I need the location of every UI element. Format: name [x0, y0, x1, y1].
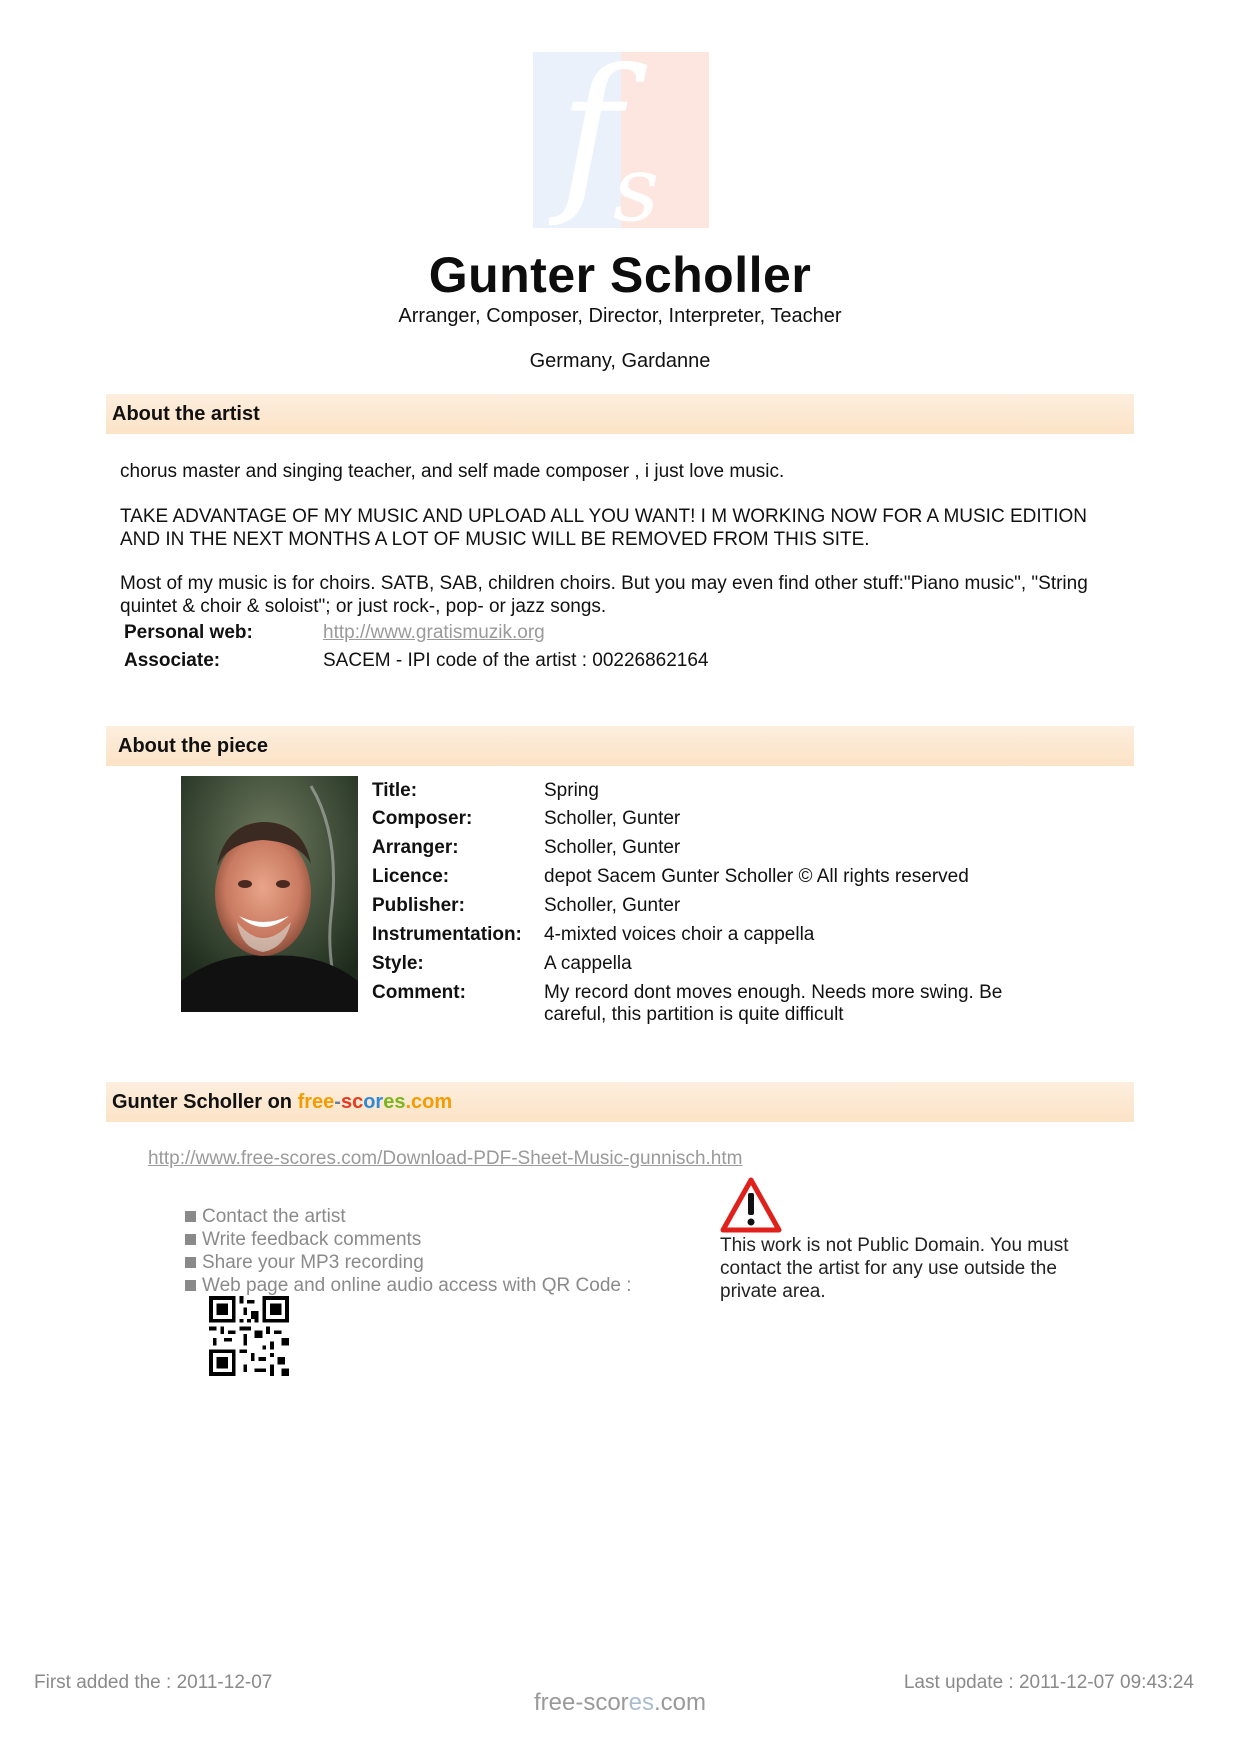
qr-code[interactable]	[209, 1296, 289, 1376]
piece-publisher-label: Publisher:	[372, 895, 465, 916]
brand-or: or	[363, 1091, 384, 1113]
bullet-square-icon	[185, 1257, 196, 1268]
artist-bio-paragraph: TAKE ADVANTAGE OF MY MUSIC AND UPLOAD ALL YOU WANT! I M WORKING NOW FOR A MUSIC EDITION AND IN THE NEXT MONTHS A LOT OF MUSIC WILL BE REMOVED FROM THIS SITE.	[120, 506, 1088, 550]
piece-arranger-label: Arranger:	[372, 837, 459, 858]
brand-es: es	[383, 1091, 406, 1113]
about-piece-heading: About the piece	[106, 726, 1134, 766]
bullet-square-icon	[185, 1211, 196, 1222]
piece-style-value: A cappella	[544, 953, 632, 974]
artist-bio-paragraph: Most of my music is for choirs. SATB, SAB, children choirs. But you may even find other stuff:"Piano music", "String quintet & choir & soloist"; or just rock-, pop- or jazz songs.	[120, 573, 1088, 617]
footer-brand-com: .com	[654, 1689, 707, 1716]
link-label: Share your MP3 recording	[202, 1252, 424, 1273]
piece-comment-value: My record dont moves enough. Needs more swing. Be careful, this partition is quite difficult	[544, 982, 1003, 1025]
bullet-square-icon	[185, 1280, 196, 1291]
associate-value: SACEM - IPI code of the artist : 00226862164	[323, 650, 709, 671]
artist-roles: Arranger, Composer, Director, Interpreter, Teacher	[398, 305, 842, 327]
piece-licence-label: Licence:	[372, 866, 450, 887]
piece-licence-value: depot Sacem Gunter Scholler © All rights reserved	[544, 866, 969, 887]
svg-text:s: s	[613, 137, 660, 228]
artist-bio-paragraph: chorus master and singing teacher, and self made composer , i just love music.	[120, 461, 785, 482]
piece-instrumentation-label: Instrumentation:	[372, 924, 522, 945]
share-mp3-link[interactable]	[185, 1252, 424, 1274]
piece-publisher-value: Scholler, Gunter	[544, 895, 681, 916]
piece-comment-label: Comment:	[372, 982, 466, 1003]
personal-web-link[interactable]: http://www.gratismuzik.org	[323, 622, 545, 643]
footer-brand-scor: scor	[583, 1689, 629, 1716]
site-heading-prefix: Gunter Scholler on	[112, 1091, 298, 1113]
link-label: Write feedback comments	[202, 1229, 422, 1250]
link-label: Contact the artist	[202, 1206, 346, 1227]
site-section-heading	[106, 1082, 1134, 1122]
contact-artist-link[interactable]	[185, 1206, 346, 1228]
brand-dash: -	[334, 1091, 341, 1113]
qr-code-web-link[interactable]	[185, 1275, 632, 1297]
personal-web-label: Personal web:	[124, 622, 253, 643]
first-added-date: First added the : 2011-12-07	[34, 1672, 273, 1693]
associate-label: Associate:	[124, 650, 221, 671]
write-feedback-link[interactable]	[185, 1229, 421, 1251]
copyright-warning: This work is not Public Domain. You must contact the artist for any use outside the private area.	[720, 1235, 1069, 1302]
artist-name: Gunter Scholler	[428, 247, 812, 303]
piece-instrumentation-value: 4-mixted voices choir a cappella	[544, 924, 815, 945]
artist-location: Germany, Gardanne	[529, 350, 711, 372]
brand-free: free	[297, 1091, 335, 1113]
piece-title-value: Spring	[544, 780, 599, 801]
brand-sc: sc	[340, 1091, 364, 1113]
footer-brand-free: free	[533, 1689, 576, 1716]
svg-text:f: f	[559, 52, 622, 228]
warning-icon	[720, 1177, 782, 1233]
piece-arranger-value: Scholler, Gunter	[544, 837, 681, 858]
piece-style-label: Style:	[372, 953, 424, 974]
piece-composer-label: Composer:	[372, 808, 473, 829]
brand-com: .com	[405, 1091, 453, 1113]
artist-page-link[interactable]: http://www.free-scores.com/Download-PDF-Sheet-Music-gunnisch.htm	[148, 1148, 743, 1169]
link-label: Web page and online audio access with QR Code :	[202, 1275, 632, 1296]
free-scores-logo	[533, 52, 709, 228]
last-update-date: Last update : 2011-12-07 09:43:24	[903, 1672, 1194, 1693]
about-artist-heading: About the artist	[106, 394, 1134, 434]
footer-brand-dash: -	[575, 1689, 584, 1716]
piece-composer-value: Scholler, Gunter	[544, 808, 681, 829]
footer-brand-es: es	[628, 1689, 655, 1716]
bullet-square-icon	[185, 1234, 196, 1245]
artist-photo	[181, 776, 358, 1012]
piece-title-label: Title:	[372, 780, 418, 801]
footer-brand	[0, 1689, 1240, 1717]
